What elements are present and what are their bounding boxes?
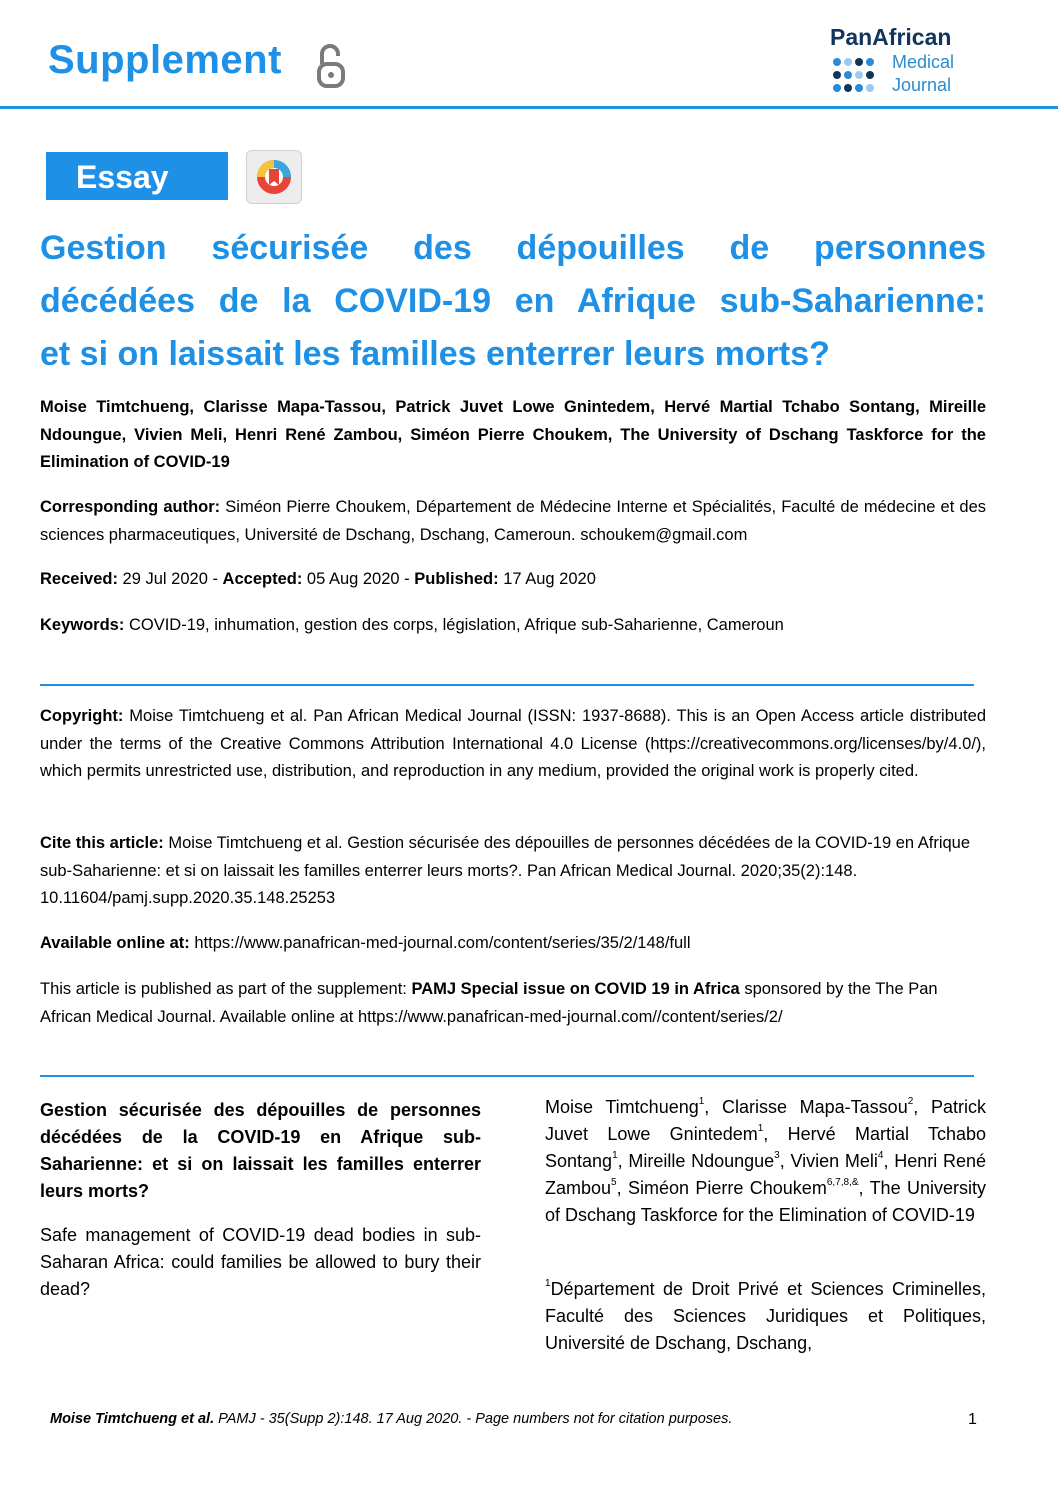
affiliation-sup: 1 [545,1278,551,1289]
left-title-fr: Gestion sécurisée des dépouilles de personnes décédées de la COVID-19 en Afrique sub-Saharienne: et si on laissait les familles enterrer leurs morts? [40,1100,481,1201]
article-dates [40,566,986,594]
logo-line-2: Medical [892,52,955,72]
supplement-name: PAMJ Special issue on COVID 19 in Africa [411,980,740,998]
section-divider [40,684,974,686]
copyright-notice [40,703,986,786]
page-number: 1 [968,1411,977,1428]
logo-dots-icon [830,55,886,99]
author-name: Vivien Meli [790,1151,878,1171]
logo-line-3: Journal [892,75,952,95]
title-line-1: Gestion sécurisée des dépouilles de personnes [40,229,986,267]
supplement-label: Supplement [48,38,282,82]
received-date: 29 Jul 2020 - [117,570,223,588]
available-online [40,930,986,958]
author-name: Hervé Martial Tchabo Sontang [545,1124,986,1171]
affiliation [545,1276,986,1357]
published-date: 17 Aug 2020 [498,570,596,588]
author-sup: 6,7,8,& [826,1177,859,1188]
author-name: Siméon Pierre Choukem [627,1178,827,1198]
logo-line-1: PanAfrican [830,24,952,50]
supplement-pre: This article is published as part of the supplement: [40,980,412,998]
title-line-3: et si on laissait les familles enterrer leurs morts? [40,335,830,373]
footer-text: PAMJ - 35(Supp 2):148. 17 Aug 2020. - Page numbers not for citation purposes. [214,1411,733,1427]
open-lock-icon [316,42,346,88]
author-name: Mireille Ndoungue [628,1151,775,1171]
section-divider [40,1075,974,1077]
article-type-badge: Essay [46,152,228,200]
author-sup: 1 [698,1096,705,1107]
header-divider [0,106,1058,109]
online-label: Available online at: [40,934,190,952]
accepted-label: Accepted: [222,570,303,588]
online-url-link[interactable]: https://www.panafrican-med-journal.com/content/series/35/2/148/full [189,934,691,952]
title-line-2: décédées de la COVID-19 en Afrique sub-Saharienne: [40,282,986,320]
accepted-date: 05 Aug 2020 - [302,570,415,588]
cite-label: Cite this article: [40,834,164,852]
corresponding-author [40,494,986,549]
author-sup: 2 [907,1096,914,1107]
article-title [40,222,986,381]
author-sup: 4 [877,1150,884,1161]
author-1 [722,1097,913,1117]
keywords [40,612,986,640]
crossmark-icon [247,151,301,203]
corresponding-label: Corresponding author: [40,498,221,516]
published-label: Published: [414,570,499,588]
footer-author: Moise Timtchueng et al. [50,1411,215,1427]
author-sup: 3 [774,1150,780,1161]
supplement-note [40,976,986,1031]
author-name: Henri René Zambou [545,1151,986,1198]
page-footer [50,1411,732,1427]
author-name: Clarisse Mapa-Tassou [721,1097,908,1117]
author-sup: 1 [612,1150,618,1161]
author-5 [790,1151,883,1171]
keywords-text: COVID-19, inhumation, gestion des corps, législation, Afrique sub-Saharienne, Cameroun [124,616,784,634]
corresponding-text: Siméon Pierre Choukem, Département de Médecine Interne et Spécialités, Faculté de médecine et des sciences pharmaceutiques, Université de Dschang, Dschang, Cameroun. schoukem@gmail.com [40,498,987,544]
cite-text: Moise Timtchueng et al. Gestion sécurisée des dépouilles de personnes décédées de la COVID-19 en Afrique sub-Saharienne: et si on laissait les familles enterrer leurs morts?. Pan African Medical Journal. 2020;35(2):148. 10.11604/pamj.supp.2020.35.148.25253 [40,834,971,907]
author-list: Moise Timtchueng, Clarisse Mapa-Tassou, Patrick Juvet Lowe Gnintedem, Hervé Martial Tchabo Sontang, Mireille Ndoungue, Vivien Meli, Henri René Zambou, Siméon Pierre Choukem, The University of Dschang Taskforce for the Elimination of COVID-19 [40,398,986,471]
author-sup: 1 [757,1123,764,1134]
citation [40,830,986,913]
journal-logo [830,24,990,100]
left-title-en: Safe management of COVID-19 dead bodies in sub-Saharan Africa: could families be allowed to bury their dead? [40,1225,481,1299]
author-0 [545,1097,704,1117]
received-label: Received: [40,570,118,588]
author-7 [628,1178,859,1198]
right-author-list: Moise Timtchueng$^1$, Clarisse Mapa-Tassou$^2$, Patrick Juvet Lowe Gnintedem$^1$, Hervé Martial Tchabo Sontang$^1$, Mireille Ndoungue$^3$, Vivien Meli$^4$, Henri René Zambou$^5$, Siméon Pierre Choukem$^{6,7,8,\&}$, The University of Dschang Taskforce for the Elimination of COVID-19 [545,1096,986,1225]
copyright-label: Copyright: [40,707,124,725]
affiliation-text: Département de Droit Privé et Sciences Criminelles, Faculté des Sciences Juridiques et Politiques, Université de Dschang, Dschang, [545,1279,986,1353]
author-sup: 5 [611,1177,617,1188]
supplement-post: sponsored by the The Pan African Medical Journal. Available online at https://www.panafrican-med-journal.com//content/series/2/ [40,980,938,1026]
crossmark-button[interactable] [246,150,302,204]
authors-tail: , The University of Dschang Taskforce for the Elimination of COVID-19 [545,1178,986,1225]
author-name: Moise Timtchueng [545,1097,699,1117]
copyright-text: Moise Timtchueng et al. Pan African Medical Journal (ISSN: 1937-8688). This is an Open Access article distributed under the terms of the Creative Commons Attribution International 4.0 License (https://creativecommons.org/licenses/by/4.0/), which permits unrestricted use, distribution, and reproduction in any medium, provided the original work is properly cited. [40,707,986,780]
author-4 [628,1151,779,1171]
author-name: Patrick Juvet Lowe Gnintedem [545,1097,986,1144]
keywords-label: Keywords: [40,616,125,634]
